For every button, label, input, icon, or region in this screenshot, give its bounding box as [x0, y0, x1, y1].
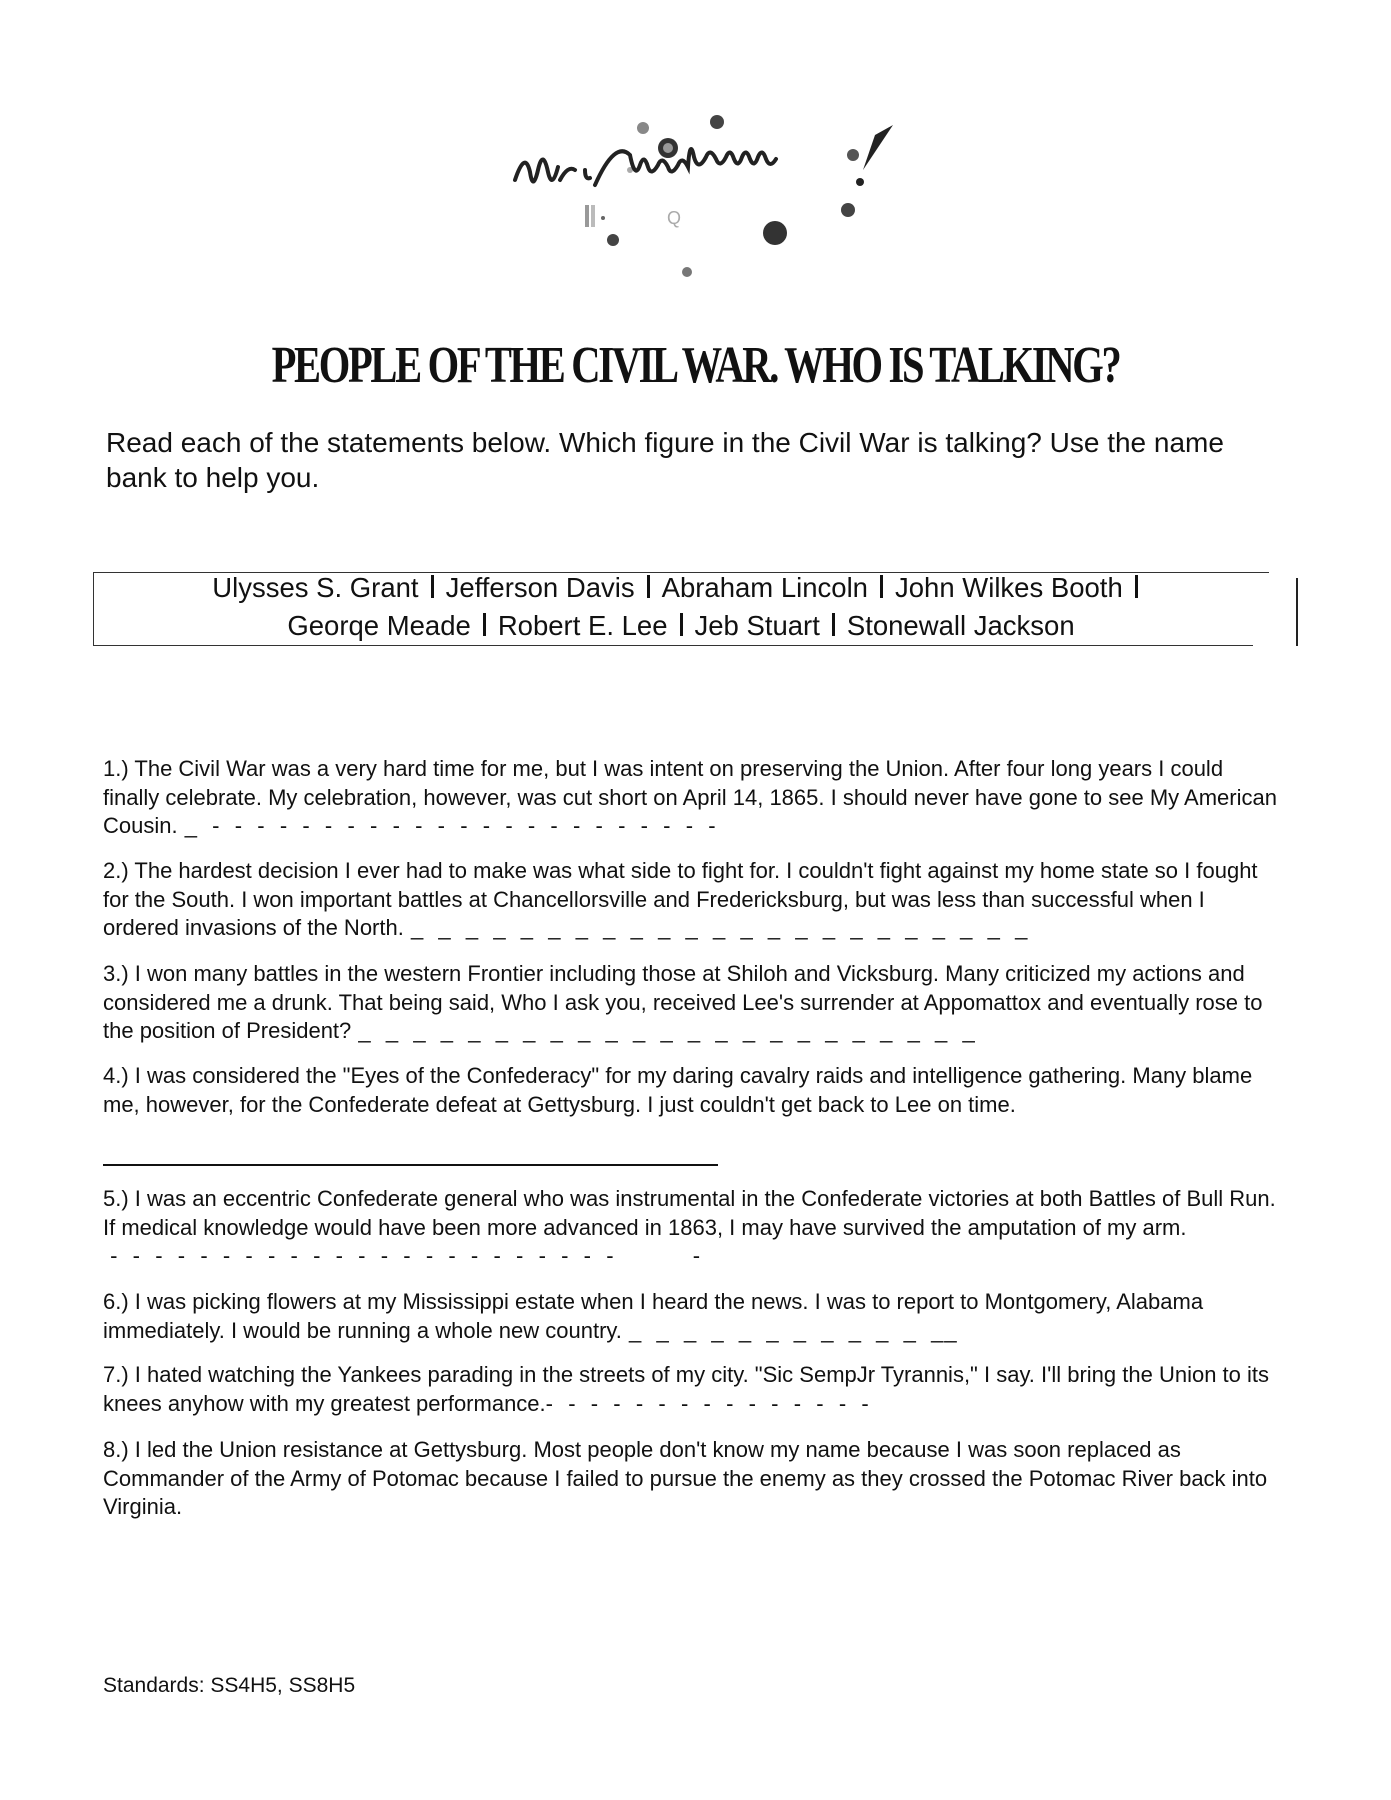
divider [431, 575, 434, 598]
question-8 [103, 1436, 1283, 1522]
name-bank-item: Stonewall Jackson [846, 610, 1075, 641]
question-text: 2.) The hardest decision I ever had to make was what side to fight for. I couldn't fight against my home state so I fought for the South. I won important battles at Chancellorsville and Fredericksburg, but was less than successful when I ordered invasions of the North. [103, 858, 1258, 940]
name-bank-item: Robert E. Lee [497, 610, 668, 641]
question-text: 5.) I was an eccentric Confederate general who was instrumental in the Confederate victories at both Battles of Bull Run. If medical knowledge would have been more advanced in 1863, I may have survived the amputation of my arm. [103, 1186, 1276, 1240]
question-6 [103, 1288, 1283, 1345]
divider [680, 613, 683, 636]
question-text: 1.) The Civil War was a very hard time for me, but I was intent on preserving the Union. After four long years I could finally celebrate. My celebration, however, was cut short on April 14, 1865. I should never have gone to see My American Cousin. [103, 756, 1277, 838]
name-bank-row-2 [93, 610, 1269, 642]
question-text: 4.) I was considered the "Eyes of the Confederacy" for my daring cavalry raids and intelligence gathering. Many blame me, however, for the Confederate defeat at Gettysburg. I just couldn't get back to Lee on time. [103, 1063, 1253, 1117]
question-7 [103, 1361, 1283, 1418]
question-2 [103, 857, 1283, 943]
name-bank-bottom-border [93, 645, 1253, 646]
divider [1135, 575, 1138, 598]
name-bank-row-1 [93, 572, 1269, 604]
standards-footer: Standards: SS4H5, SS8H5 [103, 1674, 356, 1697]
name-bank-item: Abraham Lincoln [661, 572, 868, 603]
question-text: 8.) I led the Union resistance at Gettysburg. Most people don't know my name because I was soon replaced as Commander of the Army of Potomac because I failed to pursue the enemy as they crossed the Potomac River back into Virginia. [103, 1437, 1268, 1519]
divider [483, 613, 486, 636]
worksheet-title: PEOPLE OF THE CIVIL WAR. WHO IS TALKING? [271, 337, 1120, 394]
mr-nussbaum-logo [455, 110, 955, 290]
question-text: 7.) I hated watching the Yankees parading in the streets of my city. "Sic SempJr Tyrannis," I say. I'll bring the Union to its knees anyhow with my greatest performance. [103, 1362, 1270, 1416]
name-bank-item: Jeb Stuart [694, 610, 820, 641]
question-5 [103, 1185, 1283, 1271]
name-bank-right-border [1296, 578, 1298, 646]
answer-blank[interactable]: _ _ _ _ _ _ _ _ _ _ _ __ [621, 1317, 958, 1343]
divider [647, 575, 650, 598]
name-bank-item: Jefferson Davis [445, 572, 635, 603]
name-bank-item: Ulysses S. Grant [212, 572, 419, 603]
divider [880, 575, 883, 598]
question-1 [103, 755, 1283, 841]
question-4 [103, 1062, 1283, 1119]
answer-blank[interactable]: - - - - - - - - - - - - - - - - - - - - - - - - [103, 1243, 702, 1268]
question-text: 6.) I was picking flowers at my Mississippi estate when I heard the news. I was to report to Montgomery, Alabama immediately. I would be running a whole new country. [103, 1289, 1204, 1343]
question-text: 3.) I won many battles in the western Frontier including those at Shiloh and Vicksburg. Many criticized my actions and considered me a drunk. That being said, Who I ask you, received Lee's surrender at Appomattox and eventually rose to the position of President? [103, 961, 1263, 1043]
name-bank-item: Georqe Meade [287, 610, 471, 641]
svg-text:Q: Q [667, 208, 682, 228]
question-3 [103, 960, 1283, 1046]
name-bank-item: John Wilkes Booth [894, 572, 1123, 603]
answer-line[interactable] [103, 1164, 718, 1166]
divider [832, 613, 835, 636]
answer-blank[interactable]: _ _ _ _ _ _ _ _ _ _ _ _ _ _ _ _ _ _ _ _ _ _ _ [351, 1018, 976, 1043]
instructions: Read each of the statements below. Which figure in the Civil War is talking? Use the name bank to help you. [106, 427, 1224, 493]
answer-blank[interactable]: _ - - - - - - - - - - - - - - - - - - - - - - - [177, 813, 717, 838]
answer-blank[interactable]: - - - - - - - - - - - - - - - [545, 1390, 870, 1416]
answer-blank[interactable]: _ _ _ _ _ _ _ _ _ _ _ _ _ _ _ _ _ _ _ _ _ _ _ [403, 915, 1029, 940]
